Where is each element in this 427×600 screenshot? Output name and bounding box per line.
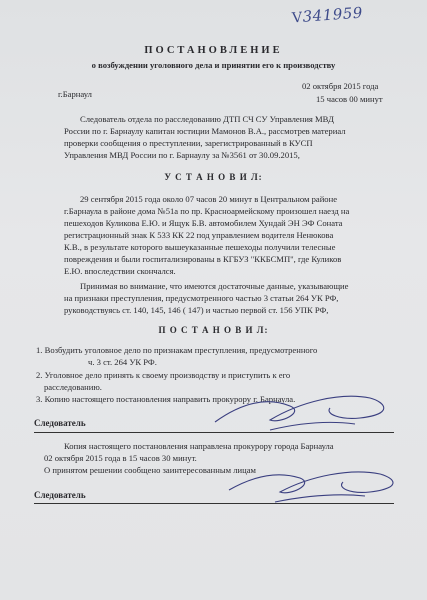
document-title: ПОСТАНОВЛЕНИЕ <box>144 45 283 56</box>
handwritten-number-text: 341959 <box>302 3 364 26</box>
document-subtitle: о возбуждении уголовного дела и принятии его к производству <box>91 60 336 70</box>
signature-scribble <box>225 460 415 515</box>
intro-line: Управления МВД России по г. Барнаулу за №3561 от 30.09.2015, <box>64 150 300 160</box>
signature-label: Следователь <box>34 418 86 428</box>
established-line: руководствуясь ст. 140, 145, 146 ( 147) и частью первой ст. 156 УПК РФ, <box>64 305 329 315</box>
signature-line <box>34 432 394 433</box>
established-line: регистрационный знак К 533 КК 22 под управлением водителя Ненюкова <box>64 230 334 240</box>
resolved-item: 2. Уголовное дело принять к своему производству и приступить к его <box>36 370 291 380</box>
established-heading: У С Т А Н О В И Л: <box>164 172 263 182</box>
resolved-heading: П О С Т А Н О В И Л: <box>158 325 269 335</box>
document-date: 02 октября 2015 года <box>302 81 379 91</box>
established-line: Принимая во внимание, что имеются достаточные данные, указывающие <box>80 281 349 291</box>
resolved-item: 1. Возбудить уголовное дело по признакам преступления, предусмотренного <box>36 345 318 355</box>
established-line: пешеходов Куликова Е.Ю. и Ящук Б.В. автомобилем Хундай ЭН ЭФ Соната <box>64 218 343 228</box>
copy-note-line: Копия настоящего постановления направлена прокурору города Барнаула <box>64 441 334 451</box>
established-line: 29 сентября 2015 года около 07 часов 20 минут в Центральном районе <box>80 194 338 204</box>
signature-line <box>34 503 394 504</box>
signature-label: Следователь <box>34 490 86 500</box>
established-line: г.Барнаула в районе дома №51а по пр. Красноармейскому произошел наезд на <box>64 206 350 216</box>
copy-note-line: 02 октября 2015 года в 15 часов 30 минут. <box>44 453 197 463</box>
intro-line: России по г. Барнаулу капитан юстиции Мамонов В.А., рассмотрев материал <box>64 126 346 136</box>
document-time: 15 часов 00 минут <box>316 94 383 104</box>
signature-scribble <box>210 384 410 444</box>
resolved-item: расследованию. <box>44 382 102 392</box>
established-line: на признаки преступления, предусмотренного частью 3 статьи 264 УК РФ, <box>64 293 339 303</box>
intro-line: Следователь отдела по расследованию ДТП СЧ СУ Управления МВД <box>80 114 334 124</box>
established-line: К.В., в результате которого вышеуказанные пешеходы получили телесные <box>64 242 336 252</box>
established-line: повреждения и были госпитализированы в КГБУЗ "ККБСМП", где Куликов <box>64 254 342 264</box>
intro-line: проверки сообщения о преступлении, зарегистрированный в КУСП <box>64 138 313 148</box>
established-line: Е.Ю. впоследствии скончался. <box>64 266 176 276</box>
check-mark: V <box>291 9 304 27</box>
resolved-item: 3. Копию настоящего постановления направить прокурору г. Барнаула. <box>36 394 296 404</box>
city: г.Барнаул <box>58 89 92 99</box>
resolved-item: ч. 3 ст. 264 УК РФ. <box>88 357 157 367</box>
copy-note-line: О принятом решении сообщено заинтересованным лицам <box>44 465 256 475</box>
handwritten-number <box>291 4 363 27</box>
